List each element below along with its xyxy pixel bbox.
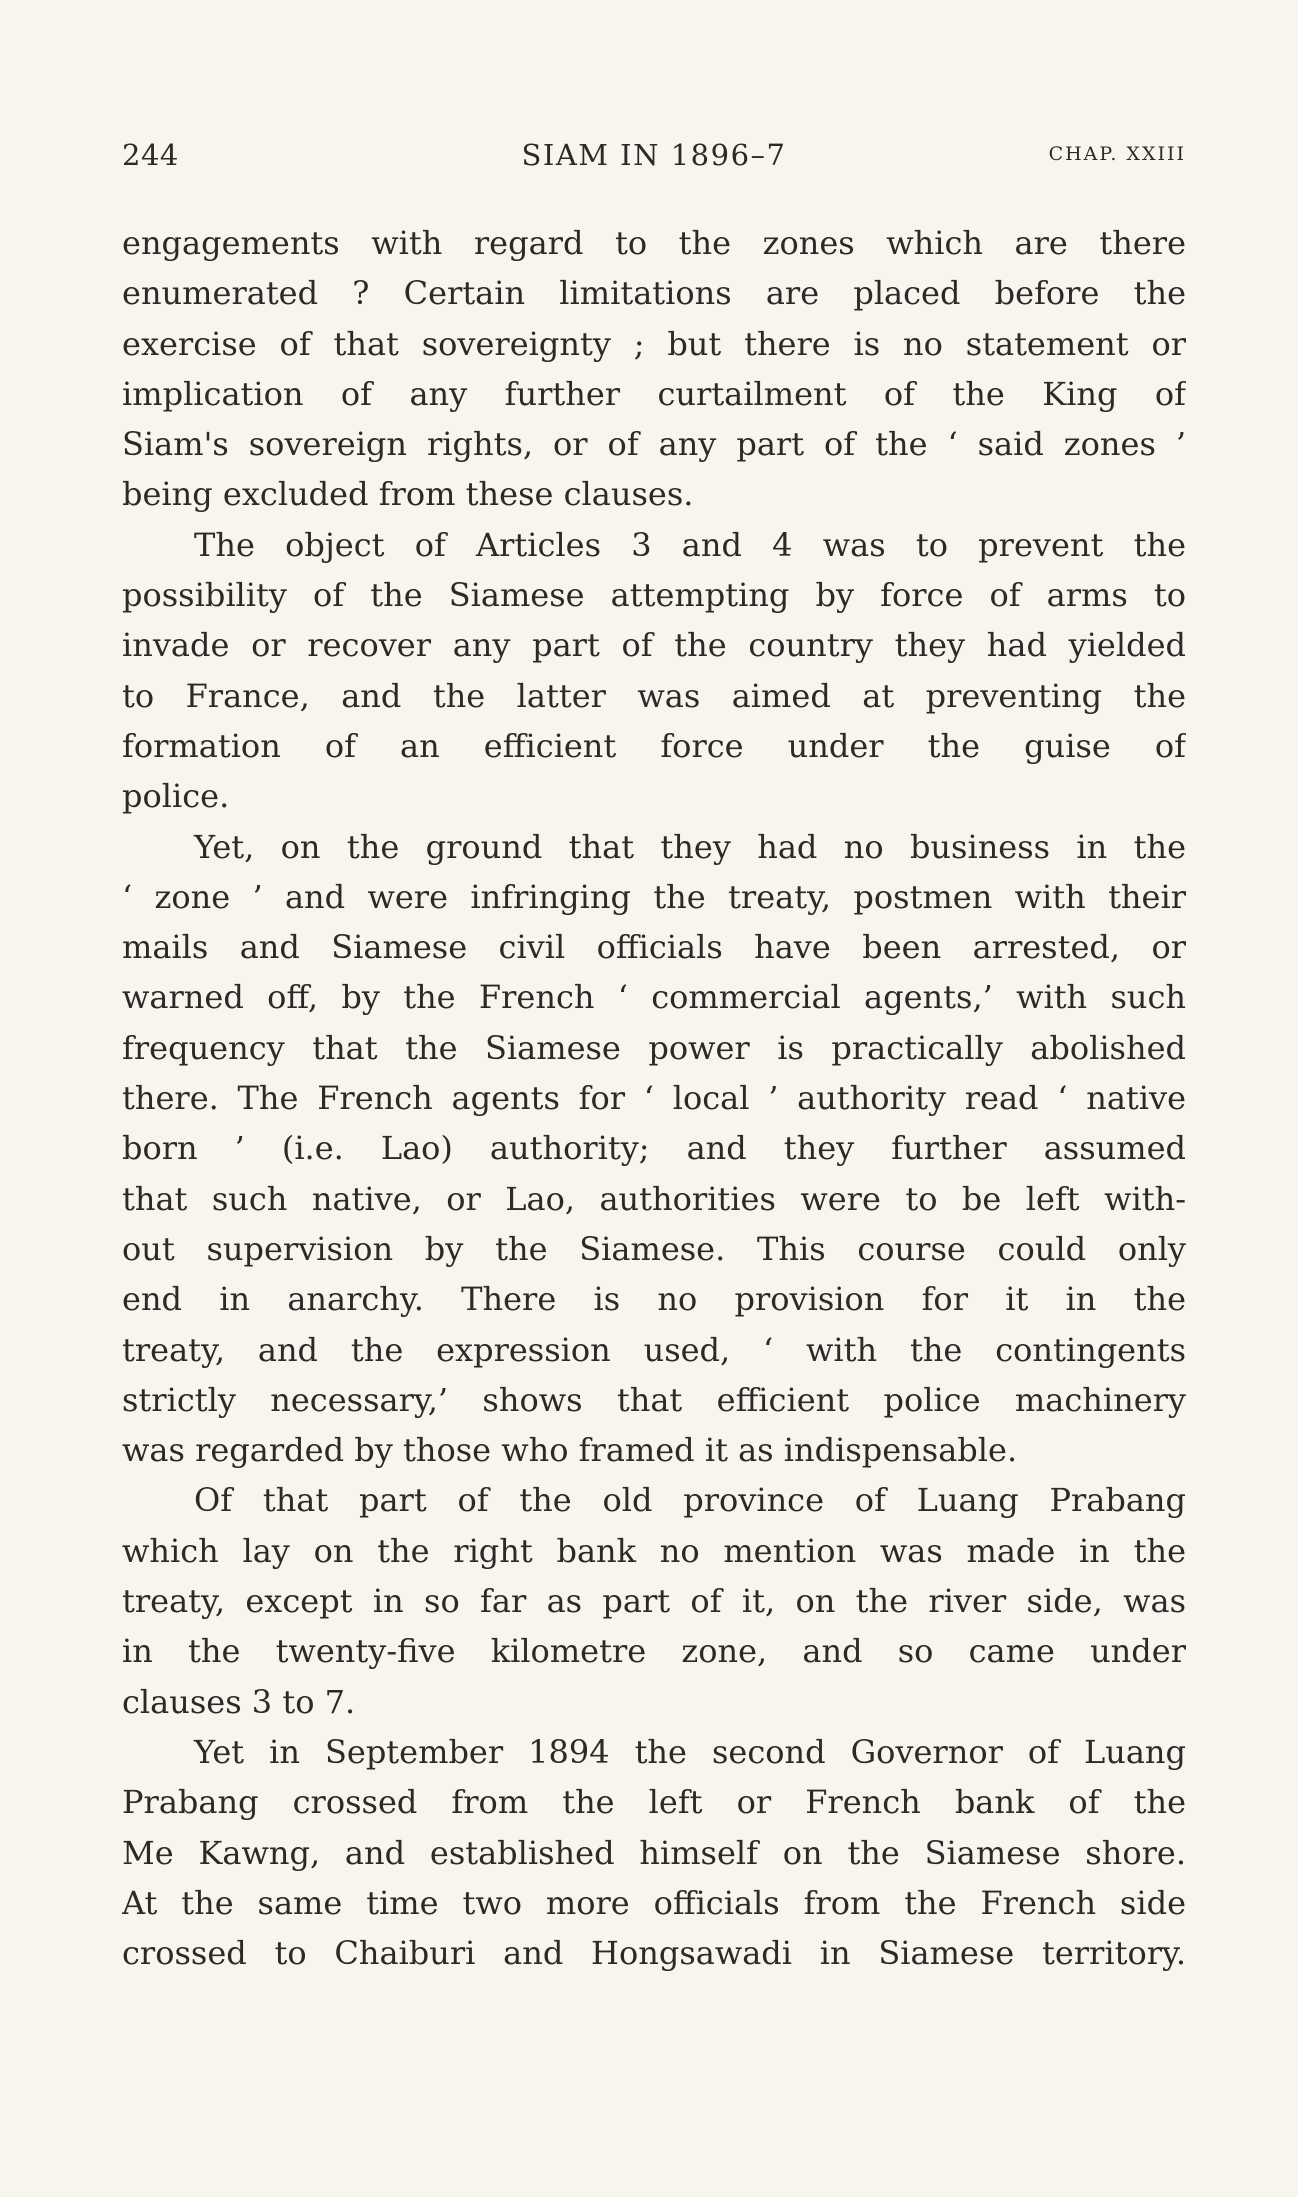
text-line: treaty, except in so far as part of it, on the river side, was <box>122 1582 1186 1621</box>
paragraph <box>122 822 1186 1476</box>
text-line: mails and Siamese civil officials have been arrested, or <box>122 928 1186 967</box>
text-line: strictly necessary,’ shows that efficient police machinery <box>122 1380 1186 1419</box>
text-line: end in anarchy. There is no provision for it in the <box>122 1280 1186 1319</box>
paragraph <box>122 520 1186 822</box>
paragraph <box>122 218 1186 520</box>
running-head <box>122 138 1186 178</box>
text-line: Prabang crossed from the left or French bank of the <box>122 1783 1186 1822</box>
text-line: enumerated ? Certain limitations are placed before the <box>122 274 1186 313</box>
text-line: was regarded by those who framed it as indispensable. <box>122 1431 1018 1470</box>
text-line: born ’ (i.e. Lao) authority; and they further assumed <box>122 1129 1186 1168</box>
text-line: which lay on the right bank no mention was made in the <box>122 1531 1186 1570</box>
text-line: ‘ zone ’ and were infringing the treaty, postmen with their <box>122 877 1186 916</box>
text-line: Of that part of the old province of Luang Prabang <box>194 1481 1186 1520</box>
text-line: Siam's sovereign rights, or of any part of the ‘ said zones ’ <box>122 425 1186 464</box>
text-line: warned off, by the French ‘ commercial agents,’ with such <box>122 978 1186 1017</box>
text-line: Me Kawng, and established himself on the Siamese shore. <box>122 1833 1186 1872</box>
paragraph <box>122 1475 1186 1726</box>
text-line: being excluded from these clauses. <box>122 475 694 514</box>
body-text <box>122 218 1186 1978</box>
text-line: At the same time two more officials from the French side <box>122 1883 1186 1922</box>
text-line: treaty, and the expression used, ‘ with the contingents <box>122 1330 1186 1369</box>
text-line: there. The French agents for ‘ local ’ authority read ‘ native <box>122 1079 1186 1118</box>
text-line: possibility of the Siamese attempting by force of arms to <box>122 576 1186 615</box>
text-line: frequency that the Siamese power is practically abolished <box>122 1028 1186 1067</box>
text-line: out supervision by the Siamese. This course could only <box>122 1229 1186 1268</box>
text-line: Yet, on the ground that they had no business in the <box>194 827 1186 866</box>
text-line: police. <box>122 777 230 816</box>
text-line: in the twenty-five kilometre zone, and so came under <box>122 1632 1186 1671</box>
chapter-label: CHAP. XXIII <box>1048 143 1186 165</box>
text-line: that such native, or Lao, authorities were to be left with- <box>122 1179 1186 1218</box>
text-line: engagements with regard to the zones which are there <box>122 224 1186 262</box>
text-line: The object of Articles 3 and 4 was to prevent the <box>194 525 1186 564</box>
text-line: clauses 3 to 7. <box>122 1682 356 1721</box>
text-line: exercise of that sovereignty ; but there is no statement or <box>122 324 1186 363</box>
text-line: to France, and the latter was aimed at preventing the <box>122 676 1186 715</box>
running-title: SIAM IN 1896–7 <box>521 138 787 172</box>
text-line: invade or recover any part of the country they had yielded <box>122 626 1186 665</box>
text-line: crossed to Chaiburi and Hongsawadi in Siamese territory. <box>122 1934 1186 1973</box>
text-line: formation of an efficient force under the guise of <box>122 726 1186 765</box>
paragraph <box>122 1727 1186 1978</box>
page-number: 244 <box>122 138 179 172</box>
text-line: implication of any further curtailment of the King of <box>122 374 1186 413</box>
text-line: Yet in September 1894 the second Governor of Luang <box>194 1732 1186 1771</box>
